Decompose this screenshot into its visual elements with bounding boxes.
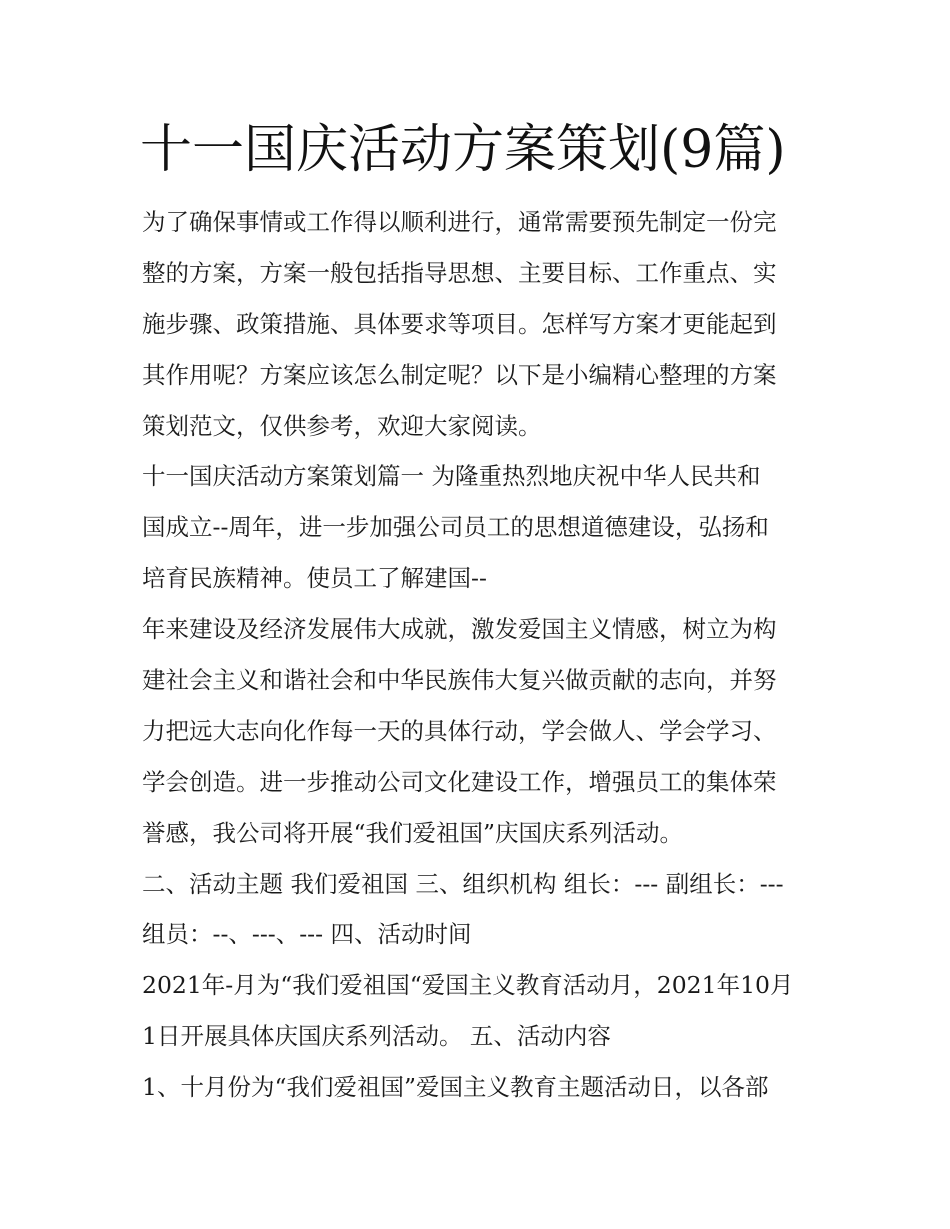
body-line: 策划范文，仅供参考，欢迎大家阅读。 [142,412,542,440]
body-line: 培育民族精神。使员工了解建国-- [142,564,487,592]
body-line: 国成立--周年，进一步加强公司员工的思想道德建设，弘扬和 [142,513,769,541]
body-line: 二、活动主题 我们爱祖国 三、组织机构 组长：--- 副组长：--- [142,870,784,898]
body-line: 年来建设及经济发展伟大成就，激发爱国主义情感，树立为构 [142,615,777,643]
document-title: 十一国庆活动方案策划(9篇) [140,120,786,180]
body-line: 整的方案，方案一般包括指导思想、主要目标、工作重点、实 [142,259,777,287]
body-line: 为了确保事情或工作得以顺利进行，通常需要预先制定一份完 [142,208,777,236]
body-line: 力把远大志向化作每一天的具体行动，学会做人、学会学习、 [142,717,777,745]
body-line: 2021年-月为“我们爱祖国“爱国主义教育活动月，2021年10月 [142,971,794,999]
body-line: 建社会主义和谐社会和中华民族伟大复兴做贡献的志向，并努 [142,666,777,694]
body-line: 1日开展具体庆国庆系列活动。 五、活动内容 [142,1022,611,1050]
body-line: 1、十月份为“我们爱祖国”爱国主义教育主题活动日，以各部 [142,1073,769,1101]
body-line: 组员：--、---、--- 四、活动时间 [142,920,472,948]
body-line: 施步骤、政策措施、具体要求等项目。怎样写方案才更能起到 [142,310,777,338]
body-line: 十一国庆活动方案策划篇一 为隆重热烈地庆祝中华人民共和 [142,462,761,490]
body-line: 其作用呢？方案应该怎么制定呢？以下是小编精心整理的方案 [142,361,777,389]
body-line: 学会创造。进一步推动公司文化建设工作，增强员工的集体荣 [142,768,777,796]
body-line: 誉感，我公司将开展“我们爱祖国”庆国庆系列活动。 [142,819,684,847]
